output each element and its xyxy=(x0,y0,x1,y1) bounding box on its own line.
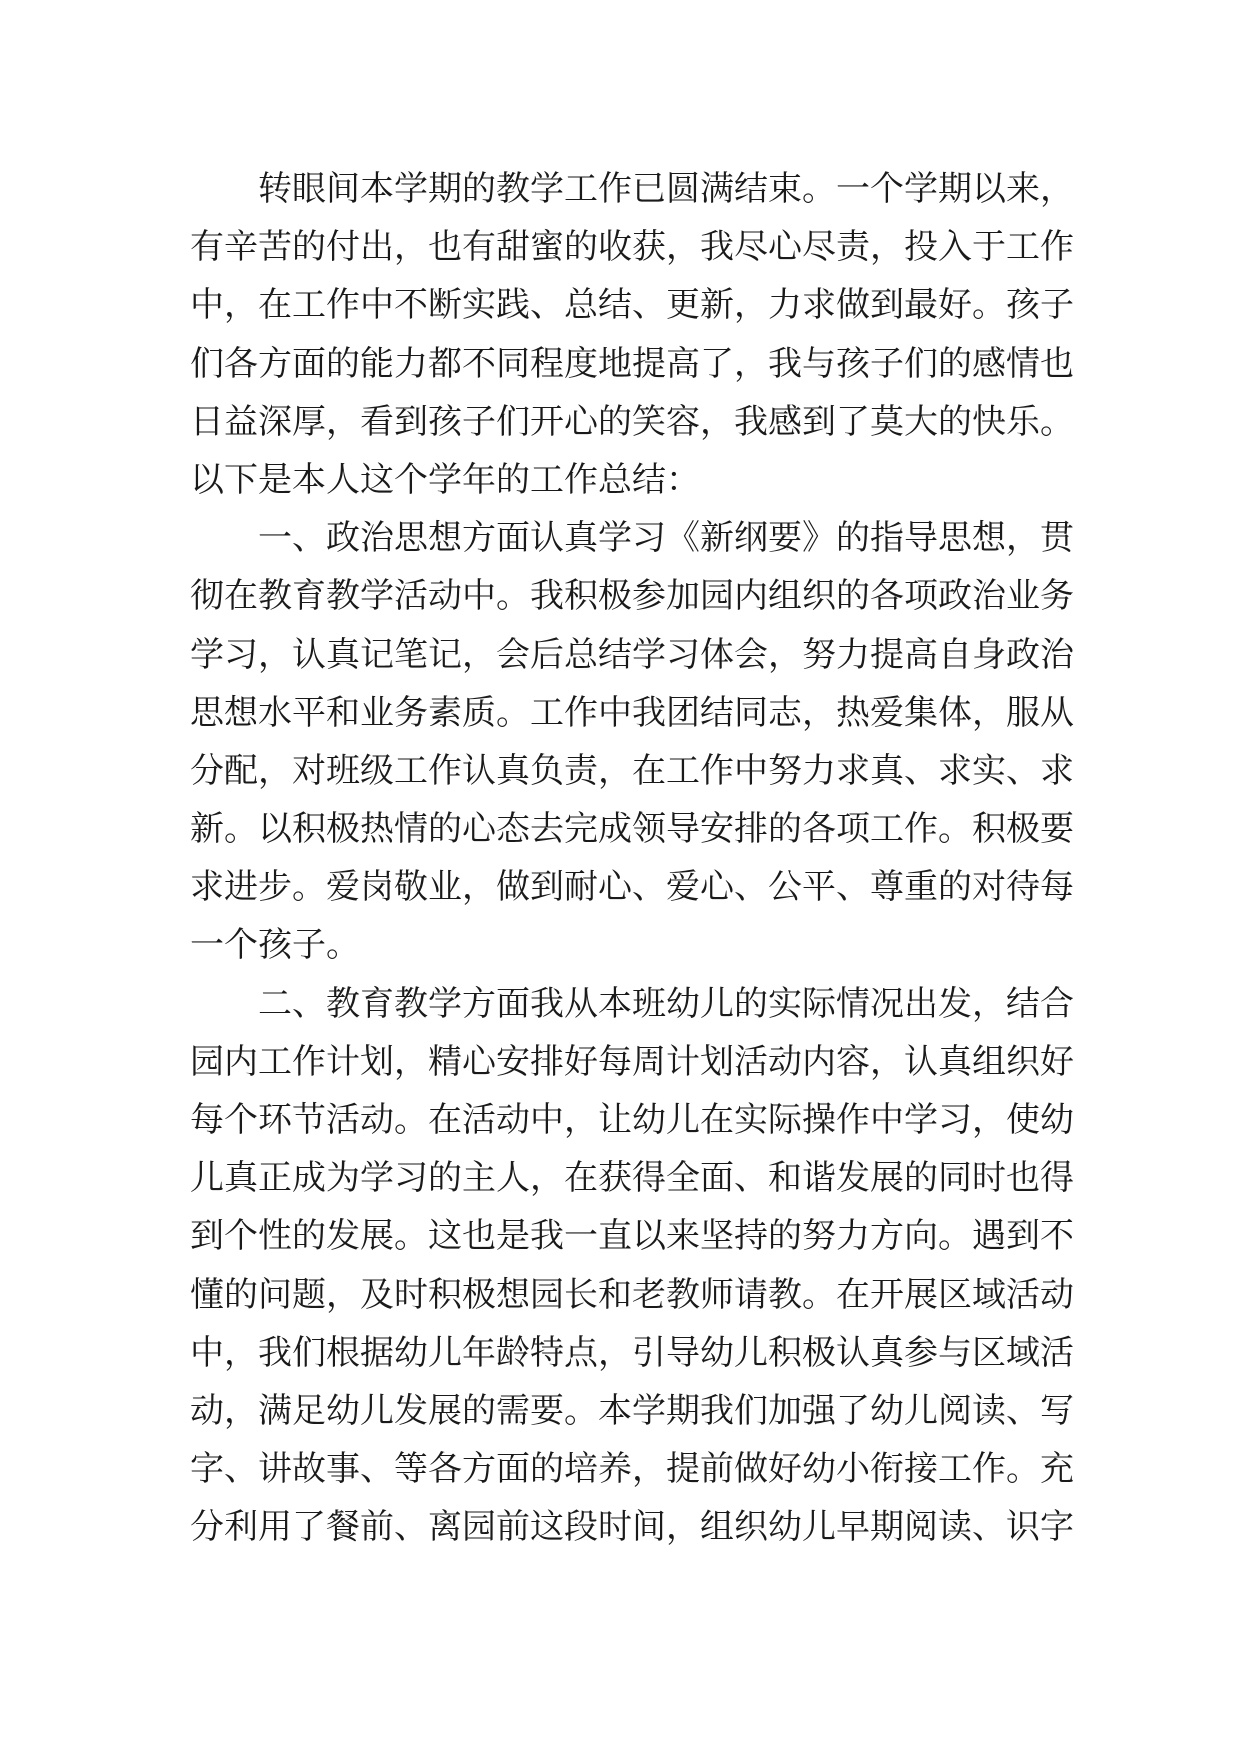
text-line: 动，满足幼儿发展的需要。本学期我们加强了幼儿阅读、写 xyxy=(190,1390,1074,1431)
document-body xyxy=(190,160,1074,1557)
text-line: 一、政治思想方面认真学习《新纲要》的指导思想，贯 xyxy=(190,518,1074,559)
text-line: 分配，对班级工作认真负责，在工作中努力求真、求实、求 xyxy=(190,750,1074,791)
paragraph-intro xyxy=(190,160,1074,509)
text-line: 中，在工作中不断实践、总结、更新，力求做到最好。孩子 xyxy=(190,285,1074,326)
text-line: 转眼间本学期的教学工作已圆满结束。一个学期以来， xyxy=(190,169,1074,209)
text-line: 园内工作计划，精心安排好每周计划活动内容，认真组织好 xyxy=(190,1041,1074,1082)
text-line: 二、教育教学方面我从本班幼儿的实际情况出发，结合 xyxy=(190,983,1074,1024)
text-line: 彻在教育教学活动中。我积极参加园内组织的各项政治业务 xyxy=(190,576,1074,617)
text-line: 分利用了餐前、离园前这段时间，组织幼儿早期阅读、识字 xyxy=(190,1507,1074,1548)
paragraph-political-thought xyxy=(190,509,1074,975)
text-line: 日益深厚，看到孩子们开心的笑容，我感到了莫大的快乐。 xyxy=(190,401,1074,442)
text-line: 学习，认真记笔记，会后总结学习体会，努力提高自身政治 xyxy=(190,634,1074,675)
paragraph-education-teaching xyxy=(190,975,1074,1557)
text-line: 字、讲故事、等各方面的培养，提前做好幼小衔接工作。充 xyxy=(190,1449,1074,1490)
text-line: 以下是本人这个学年的工作总结： xyxy=(190,459,700,500)
text-line: 有辛苦的付出，也有甜蜜的收获，我尽心尽责，投入于工作 xyxy=(190,227,1074,268)
text-line: 们各方面的能力都不同程度地提高了，我与孩子们的感情也 xyxy=(190,343,1074,384)
text-line: 新。以积极热情的心态去完成领导安排的各项工作。积极要 xyxy=(190,809,1074,850)
text-line: 懂的问题，及时积极想园长和老教师请教。在开展区域活动 xyxy=(190,1274,1074,1315)
text-line: 求进步。爱岗敬业，做到耐心、爱心、公平、尊重的对待每 xyxy=(190,867,1074,908)
text-line: 到个性的发展。这也是我一直以来坚持的努力方向。遇到不 xyxy=(190,1216,1074,1257)
text-line: 一个孩子。 xyxy=(190,925,360,966)
text-line: 中，我们根据幼儿年龄特点，引导幼儿积极认真参与区域活 xyxy=(190,1332,1074,1373)
text-line: 思想水平和业务素质。工作中我团结同志，热爱集体，服从 xyxy=(190,692,1074,733)
text-line: 儿真正成为学习的主人，在获得全面、和谐发展的同时也得 xyxy=(190,1158,1074,1199)
text-line: 每个环节活动。在活动中，让幼儿在实际操作中学习，使幼 xyxy=(190,1100,1074,1140)
